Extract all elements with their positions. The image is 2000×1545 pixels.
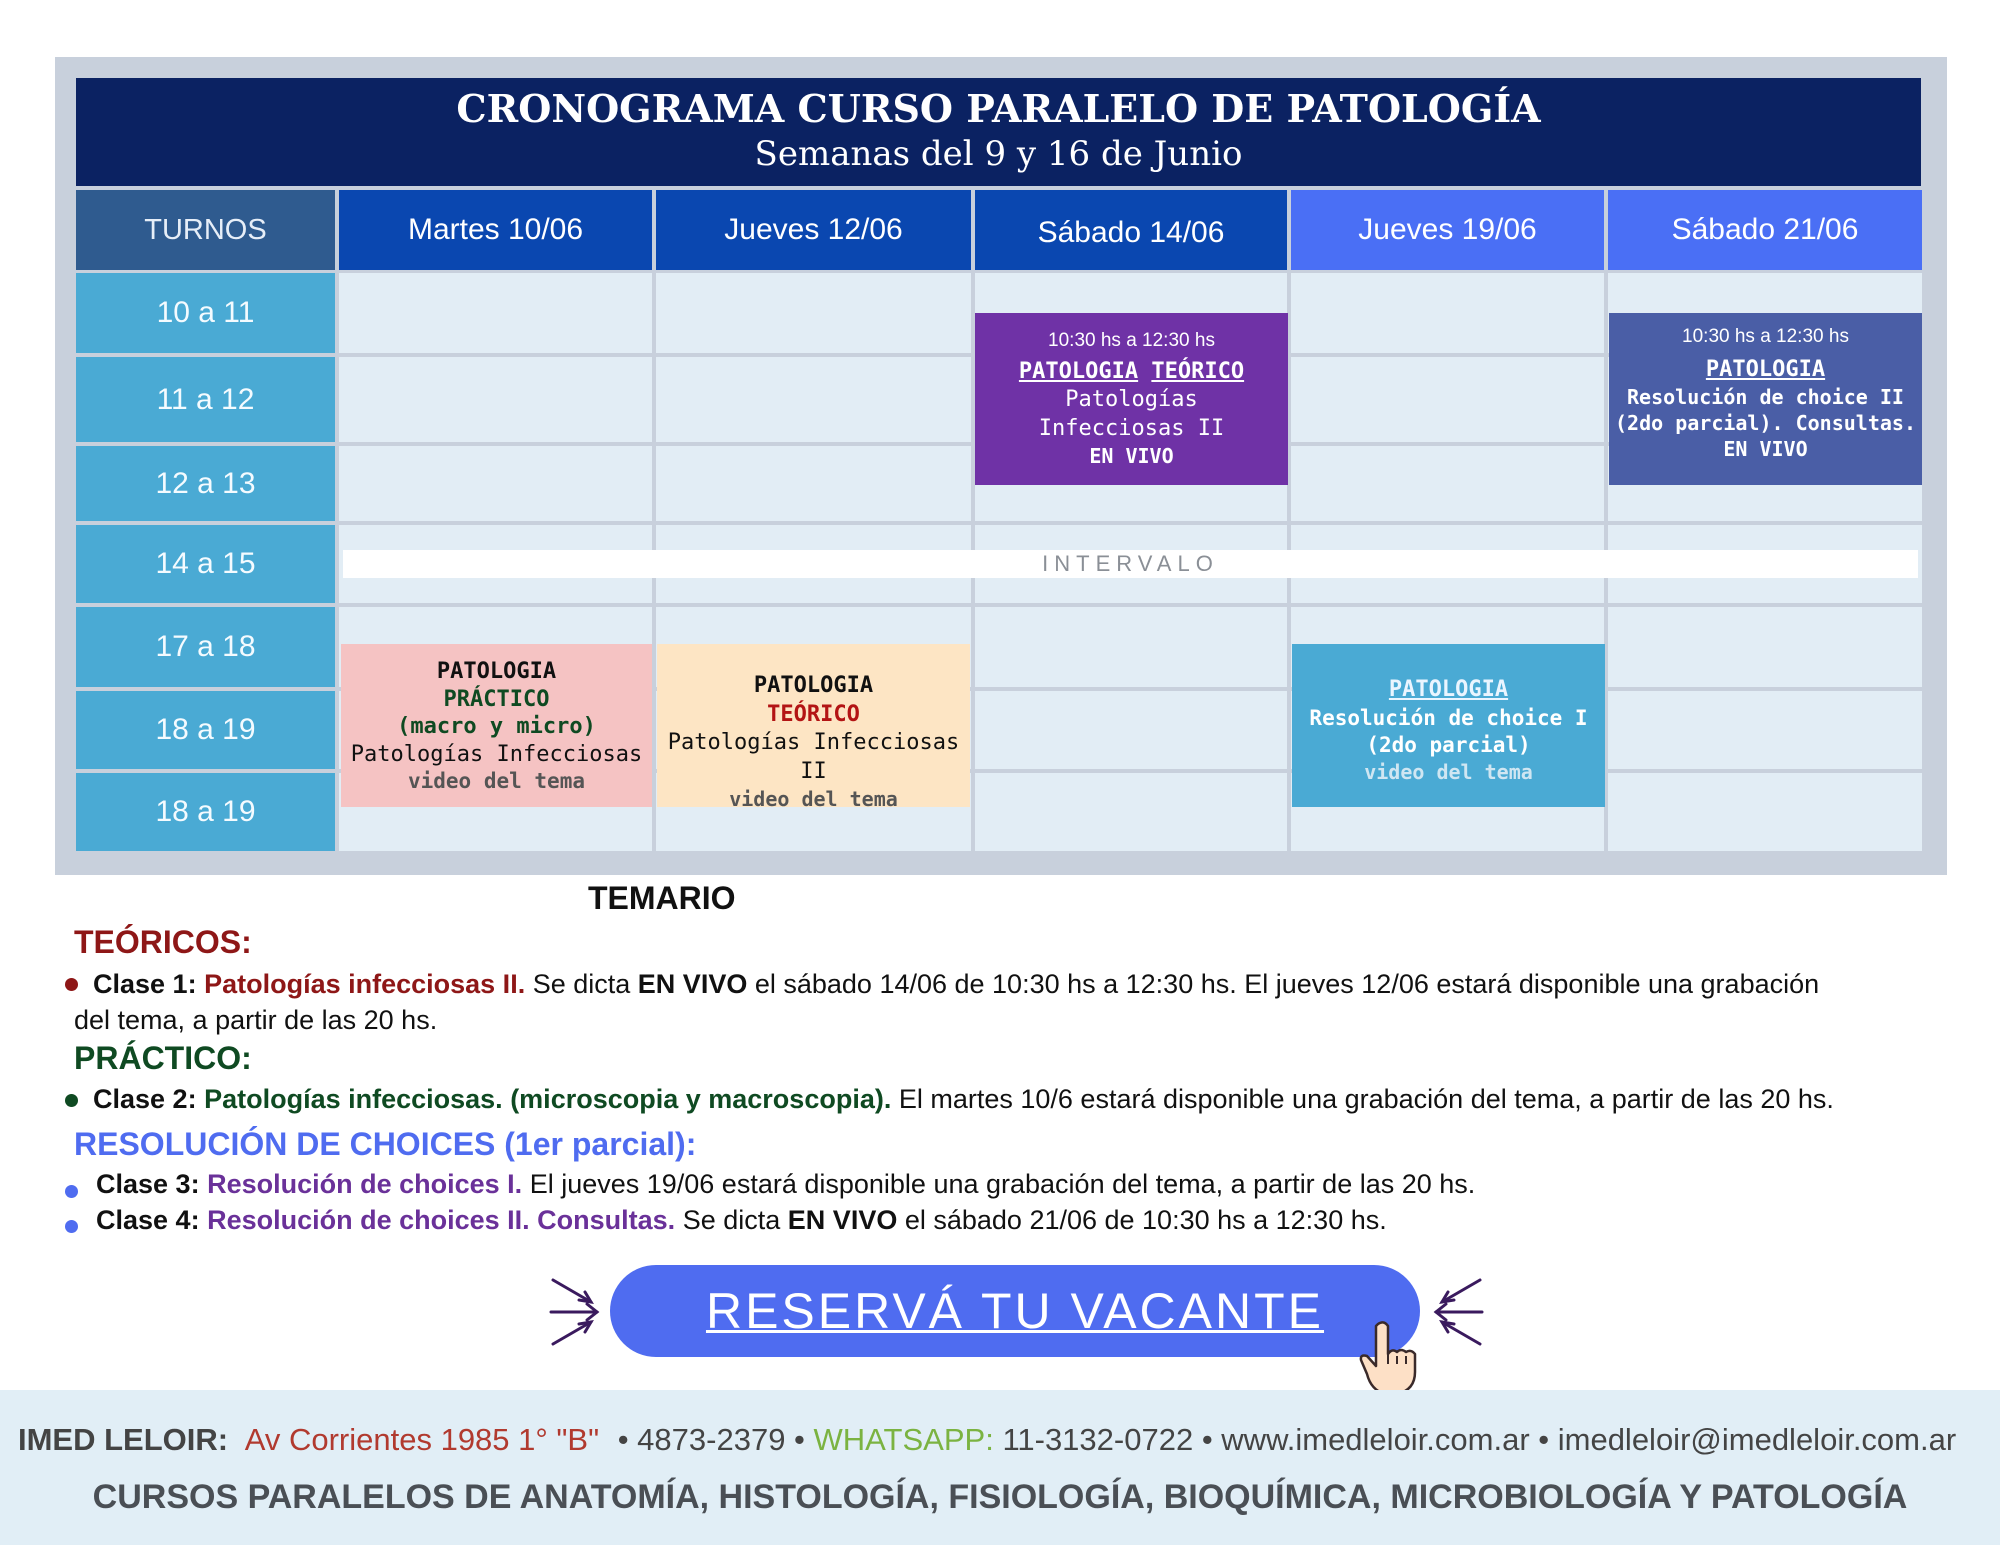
schedule-cell (1291, 357, 1604, 442)
day-header-jueves-12: Jueves 12/06 (656, 190, 971, 270)
day-header-sabado-14: Sábado 14/06 (975, 190, 1287, 270)
event-sabado-21-choices[interactable] (1609, 313, 1922, 485)
schedule-cell (975, 691, 1287, 769)
arrows-right-icon (1428, 1272, 1488, 1352)
event-topic: Patologías (1065, 387, 1198, 413)
bullet-icon (65, 1185, 78, 1198)
event-jueves-19-choices[interactable] (1292, 644, 1605, 807)
schedule-cell (975, 607, 1287, 687)
turno-17-18: 17 a 18 (76, 607, 335, 687)
arrows-left-icon (545, 1272, 605, 1352)
turno-18-19-b: 18 a 19 (76, 773, 335, 851)
event-title: PATOLOGIA (436, 659, 557, 684)
reservar-vacante-button[interactable] (610, 1265, 1420, 1357)
schedule-cell (656, 357, 971, 442)
footer (0, 1390, 2000, 1545)
bullet-icon (65, 1220, 78, 1233)
event-martes-10-practico[interactable] (341, 644, 652, 807)
turno-18-19: 18 a 19 (76, 691, 335, 769)
clase-2-text: El martes 10/6 estará disponible una grabación del tema, a partir de las 20 hs. (898, 1084, 1834, 1114)
turno-11-12: 11 a 12 (76, 357, 335, 442)
day-header-sabado-21: Sábado 21/06 (1608, 190, 1922, 270)
turnos-header: TURNOS (76, 190, 335, 270)
page-title: CRONOGRAMA CURSO PARALELO DE PATOLOGÍA (456, 86, 1541, 131)
schedule-cell (1291, 273, 1604, 353)
clase-4-item (96, 1203, 1387, 1238)
web-and-email[interactable]: • www.imedleloir.com.ar • imedleloir@imedleloir.com.ar (1201, 1422, 1957, 1457)
event-sub: (macro y micro) (397, 714, 596, 739)
day-header-martes-10: Martes 10/06 (339, 190, 652, 270)
event-jueves-12-teorico[interactable] (657, 644, 970, 812)
event-note: video del tema (407, 769, 585, 793)
page-subtitle: Semanas del 9 y 16 de Junio (754, 134, 1243, 174)
clase-1-en-vivo: EN VIVO (637, 969, 748, 999)
schedule-cell (1608, 607, 1922, 687)
event-topic: Patologías Infecciosas II (667, 730, 960, 784)
event-mode: EN VIVO (1723, 437, 1808, 462)
schedule-cell (1291, 446, 1604, 521)
event-line-1: Resolución de choice II (1627, 385, 1904, 410)
clase-3-topic: Resolución de choices I. (207, 1169, 523, 1199)
clase-1-topic: Patologías infecciosas II. (204, 969, 526, 999)
event-note: video del tema (729, 787, 898, 812)
clase-1-text-b: el sábado 14/06 de 10:30 hs a 12:30 hs. El jueves 12/06 estará disponible una grabación (754, 969, 1820, 999)
temario-heading: TEMARIO (588, 880, 736, 916)
event-mode: EN VIVO (1089, 444, 1174, 469)
schedule-cell (339, 446, 652, 521)
clase-2-label: Clase 2: (93, 1084, 197, 1114)
clase-4-label: Clase 4: (96, 1205, 200, 1235)
clase-2-topic: Patologías infecciosas. (microscopia y macroscopia). (204, 1084, 892, 1114)
event-topic: Patologías Infecciosas (350, 741, 643, 767)
bullet-icon (65, 1094, 78, 1107)
schedule-cell (975, 773, 1287, 851)
phone: • 4873-2379 • (617, 1422, 805, 1457)
event-time: 10:30 hs a 12:30 hs (1682, 326, 1849, 347)
brand-name: IMED LELOIR: (18, 1422, 229, 1457)
turno-14-15: 14 a 15 (76, 525, 335, 603)
event-line-1: Resolución de choice I (1309, 705, 1588, 730)
schedule-cell (339, 357, 652, 442)
event-title: PATOLOGIA (1705, 356, 1826, 382)
day-header-jueves-19: Jueves 19/06 (1291, 190, 1604, 270)
clase-1-text-c: del tema, a partir de las 20 hs. (74, 1005, 438, 1035)
pointing-hand-icon (1358, 1318, 1424, 1396)
event-kind: TEÓRICO (1151, 358, 1245, 384)
schedule-cell (1608, 691, 1922, 769)
event-topic-2: Infecciosas II (1038, 415, 1225, 441)
courses-line: CURSOS PARALELOS DE ANATOMÍA, HISTOLOGÍA, FISIOLOGÍA, BIOQUÍMICA, MICROBIOLOGÍA Y PATOLOGÍA (92, 1478, 1908, 1516)
schedule-cell (656, 446, 971, 521)
event-sabado-14-teorico[interactable] (975, 313, 1288, 485)
whatsapp-label: WHATSAPP: (813, 1422, 994, 1457)
clase-3-item (96, 1167, 1475, 1202)
practico-heading: PRÁCTICO: (74, 1040, 252, 1076)
intervalo-band: INTERVALO (343, 550, 1918, 578)
cta-label: RESERVÁ TU VACANTE (705, 1283, 1325, 1339)
event-line-2: (2do parcial). Consultas. (1614, 411, 1917, 436)
event-kind: TEÓRICO (767, 701, 860, 727)
clase-4-en-vivo: EN VIVO (787, 1205, 898, 1235)
address: Av Corrientes 1985 1° "B" (244, 1422, 600, 1457)
choices-heading: RESOLUCIÓN DE CHOICES (1er parcial): (74, 1126, 697, 1162)
event-title: PATOLOGIA (1018, 358, 1139, 384)
event-kind: PRÁCTICO (443, 686, 550, 712)
event-line-2: (2do parcial) (1366, 732, 1531, 757)
clase-2-item (93, 1082, 1834, 1117)
turno-10-11: 10 a 11 (76, 273, 335, 353)
event-note: video del tema (1364, 760, 1533, 785)
schedule-cell (339, 273, 652, 353)
clase-3-text: El jueves 19/06 estará disponible una grabación del tema, a partir de las 20 hs. (529, 1169, 1476, 1199)
whatsapp-number[interactable]: 11-3132-0722 (1002, 1422, 1194, 1457)
clase-4-text-b: el sábado 21/06 de 10:30 hs a 12:30 hs. (904, 1205, 1387, 1235)
bullet-icon (65, 978, 78, 991)
teoricos-heading: TEÓRICOS: (74, 924, 252, 960)
clase-3-label: Clase 3: (96, 1169, 200, 1199)
event-title: PATOLOGIA (1388, 677, 1509, 702)
clase-4-topic: Resolución de choices II. Consultas. (207, 1205, 676, 1235)
clase-1-text: Se dicta (532, 969, 631, 999)
footer-contact-line (18, 1422, 1956, 1458)
clase-1-item (93, 967, 1953, 1002)
turno-12-13: 12 a 13 (76, 446, 335, 521)
schedule-cell (1608, 773, 1922, 851)
event-time: 10:30 hs a 12:30 hs (1048, 330, 1215, 351)
clase-1-label: Clase 1: (93, 969, 197, 999)
clase-4-text: Se dicta (682, 1205, 781, 1235)
schedule-cell (656, 273, 971, 353)
event-title: PATOLOGIA (753, 673, 874, 698)
schedule-title-box (76, 78, 1921, 186)
